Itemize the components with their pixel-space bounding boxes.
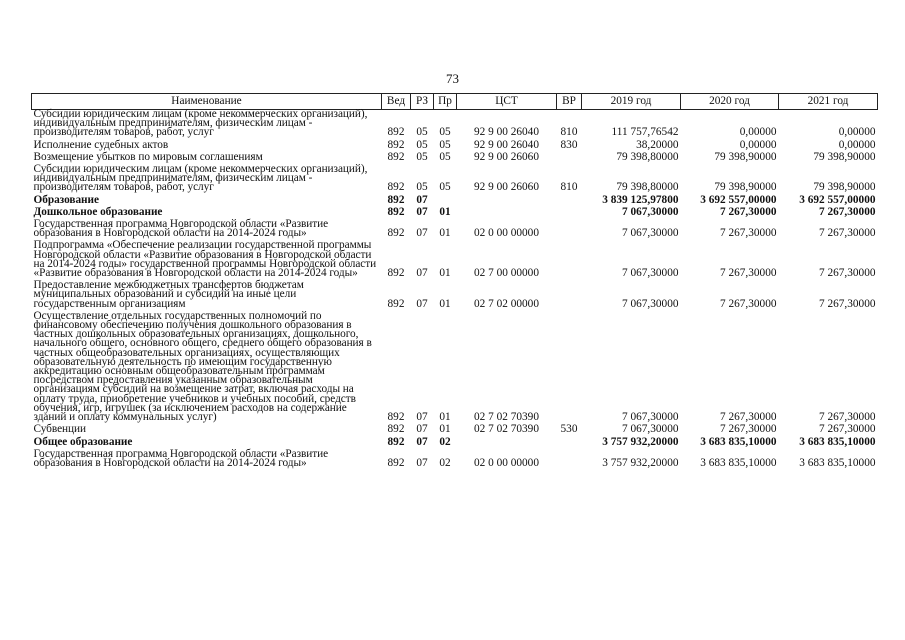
cell-vr (557, 205, 582, 217)
cell-vr (557, 309, 582, 422)
cell-2021: 7 267,30000 (819, 267, 876, 280)
cell-rz: 07 (416, 423, 428, 436)
cell-2019: 7 067,30000 (622, 297, 679, 310)
table-row (32, 435, 878, 447)
cell-2020: 7 267,30000 (720, 227, 777, 240)
table-row (32, 238, 878, 278)
cell-2019: 7 067,30000 (622, 227, 679, 240)
cell-2020: 0,00000 (739, 126, 777, 139)
cell-ved: 892 (387, 456, 405, 469)
table-row (32, 205, 878, 217)
cell-name: Субсидии юридическим лицам (кроме некоммерческих организаций), индивидуальным предпринимателям, физическим лицам - производителям товаров, работ, услуг (33, 108, 368, 139)
cell-2021: 0,00000 (838, 138, 876, 151)
cell-cst (457, 205, 557, 217)
cell-2020: 79 398,90000 (714, 181, 777, 194)
cell-2020: 7 267,30000 (720, 411, 777, 424)
cell-cst: 02 7 02 00000 (474, 297, 539, 310)
cell-cst: 92 9 00 26060 (474, 181, 539, 194)
cell-vr (557, 278, 582, 309)
cell-rz: 05 (416, 138, 428, 151)
cell-vr: 810 (560, 126, 578, 139)
cell-name: Возмещение убытков по мировым соглашениям (33, 150, 263, 163)
cell-cst: 02 0 00 00000 (474, 456, 539, 469)
cell-vr (557, 217, 582, 238)
cell-rz: 05 (416, 150, 428, 163)
header-2019: 2019 год (582, 94, 681, 110)
cell-2019: 3 839 125,97800 (602, 193, 679, 206)
table-row (32, 150, 878, 162)
cell-pr: 05 (439, 150, 451, 163)
cell-pr: 01 (439, 227, 451, 240)
cell-2020: 7 267,30000 (720, 205, 777, 218)
cell-2019: 7 067,30000 (622, 411, 679, 424)
cell-ved: 892 (387, 138, 405, 151)
cell-ved: 892 (387, 411, 405, 424)
header-pr: Пр (434, 94, 457, 110)
cell-pr: 01 (439, 267, 451, 280)
table-row (32, 193, 878, 205)
cell-ved: 892 (387, 181, 405, 194)
table-row (32, 217, 878, 238)
cell-2019: 38,20000 (636, 138, 679, 151)
cell-vr (557, 435, 582, 447)
cell-vr: 810 (560, 181, 578, 194)
cell-cst: 02 7 00 00000 (474, 267, 539, 280)
cell-2019: 7 067,30000 (622, 267, 679, 280)
header-2020: 2020 год (681, 94, 779, 110)
cell-cst: 02 7 02 70390 (474, 423, 539, 436)
cell-2020: 3 692 557,00000 (700, 193, 777, 206)
cell-cst: 92 9 00 26060 (474, 150, 539, 163)
cell-2021: 0,00000 (838, 126, 876, 139)
cell-rz: 07 (416, 456, 428, 469)
cell-name: Государственная программа Новгородской области «Развитие образования в Новгородской области на 2014-2024 годы» (33, 218, 329, 240)
table-row (32, 447, 878, 468)
cell-2021: 7 267,30000 (819, 423, 876, 436)
table-row (32, 309, 878, 422)
cell-2019: 111 757,76542 (611, 126, 679, 139)
cell-rz: 07 (416, 205, 428, 218)
table-row (32, 422, 878, 434)
cell-ved: 892 (387, 227, 405, 240)
cell-cst: 02 7 02 70390 (474, 411, 539, 424)
cell-2021: 3 692 557,00000 (799, 193, 876, 206)
cell-2020: 3 683 835,10000 (700, 435, 777, 448)
cell-vr: 830 (560, 138, 578, 151)
cell-2021: 79 398,90000 (813, 181, 876, 194)
cell-cst: 92 9 00 26040 (474, 126, 539, 139)
cell-vr (557, 193, 582, 205)
page-number: 73 (446, 71, 459, 86)
cell-pr: 05 (439, 126, 451, 139)
cell-ved: 892 (387, 205, 405, 218)
cell-vr (557, 150, 582, 162)
cell-name: Государственная программа Новгородской области «Развитие образования в Новгородской области на 2014-2024 годы» (33, 447, 329, 469)
table-row (32, 138, 878, 150)
cell-name: Общее образование (33, 435, 133, 448)
cell-2021: 7 267,30000 (819, 227, 876, 240)
header-name: Наименование (32, 94, 382, 110)
cell-2019: 79 398,80000 (616, 150, 679, 163)
cell-2020: 7 267,30000 (720, 297, 777, 310)
cell-vr (557, 238, 582, 278)
header-2021: 2021 год (779, 94, 878, 110)
header-cst: ЦСТ (457, 94, 557, 110)
table-row (32, 278, 878, 309)
cell-rz: 07 (416, 227, 428, 240)
cell-name: Субсидии юридическим лицам (кроме некоммерческих организаций), индивидуальным предпринимателям, физическим лицам - производителям товаров, работ, услуг (33, 163, 368, 194)
cell-cst (457, 193, 557, 205)
cell-2020: 0,00000 (739, 138, 777, 151)
cell-pr: 01 (439, 297, 451, 310)
cell-rz: 07 (416, 411, 428, 424)
cell-name: Осуществление отдельных государственных полномочий по финансовому обеспечению получения дошкольного образования в частных дошкольных образовательных организациях, дошкольного, начального общего, основного общего, среднего общего образования в частных общеобразовательных организациях, осуществляющих образовательную деятельность по имеющим государственную аккредитацию основным общеобразовательным программам посредством предоставления указанным образовательным организациям субсидий на возмещение затрат, включая расходы на оплату труда, приобретение учебников и учебных пособий, средств обучения, игр, игрушек (за исключением расходов на содержание зданий и оплату коммунальных услуг) (33, 309, 372, 424)
cell-cst: 92 9 00 26040 (474, 138, 539, 151)
cell-rz: 07 (416, 435, 428, 448)
cell-2019: 79 398,80000 (616, 181, 679, 194)
cell-2021: 3 683 835,10000 (799, 456, 876, 469)
cell-2021: 7 267,30000 (819, 297, 876, 310)
cell-pr: 05 (439, 181, 451, 194)
cell-2021: 7 267,30000 (819, 205, 876, 218)
cell-2021: 7 267,30000 (819, 411, 876, 424)
table-row (32, 110, 878, 138)
cell-name: Исполнение судебных актов (33, 138, 169, 151)
cell-rz: 07 (416, 267, 428, 280)
cell-pr: 02 (439, 456, 451, 469)
cell-2020: 7 267,30000 (720, 267, 777, 280)
cell-2020: 3 683 835,10000 (700, 456, 777, 469)
cell-ved: 892 (387, 297, 405, 310)
budget-table (31, 93, 878, 468)
cell-name: Образование (33, 193, 99, 206)
cell-ved: 892 (387, 423, 405, 436)
cell-2020: 79 398,90000 (714, 150, 777, 163)
cell-2021: 3 683 835,10000 (799, 435, 876, 448)
cell-vr: 530 (560, 423, 578, 436)
table-body (32, 110, 878, 469)
cell-2020: 7 267,30000 (720, 423, 777, 436)
cell-name: Подпрограмма «Обеспечение реализации государственной программы Новгородской области «Развитие образования в Новгородской области на 2014-2024 годы» государственной программы Новгородской области «Развитие образования в Новгородской области на 2014-2024 годы» (33, 239, 377, 280)
cell-pr: 05 (439, 138, 451, 151)
cell-name: Предоставление межбюджетных трансфертов бюджетам муниципальных образований и субсидий на иные цели государственным организациям (33, 279, 304, 310)
cell-2021: 79 398,90000 (813, 150, 876, 163)
cell-pr: 01 (439, 411, 451, 424)
cell-name: Дошкольное образование (33, 205, 163, 218)
cell-name: Субвенции (33, 423, 87, 436)
table-row (32, 162, 878, 193)
cell-ved: 892 (387, 267, 405, 280)
cell-cst (457, 435, 557, 447)
header-vr: ВР (557, 94, 582, 110)
cell-rz: 05 (416, 181, 428, 194)
cell-pr: 01 (439, 423, 451, 436)
cell-pr: 01 (439, 205, 451, 218)
cell-pr: 02 (439, 435, 451, 448)
header-ved: Вед (382, 94, 411, 110)
cell-pr (434, 193, 457, 205)
cell-2019: 3 757 932,20000 (602, 456, 679, 469)
cell-rz: 05 (416, 126, 428, 139)
cell-ved: 892 (387, 435, 405, 448)
header-rz: РЗ (411, 94, 434, 110)
cell-ved: 892 (387, 150, 405, 163)
cell-2019: 3 757 932,20000 (602, 435, 679, 448)
cell-ved: 892 (387, 126, 405, 139)
cell-vr (557, 447, 582, 468)
cell-2019: 7 067,30000 (622, 423, 679, 436)
cell-cst: 02 0 00 00000 (474, 227, 539, 240)
cell-rz: 07 (416, 193, 428, 206)
cell-ved: 892 (387, 193, 405, 206)
cell-2019: 7 067,30000 (622, 205, 679, 218)
cell-rz: 07 (416, 297, 428, 310)
